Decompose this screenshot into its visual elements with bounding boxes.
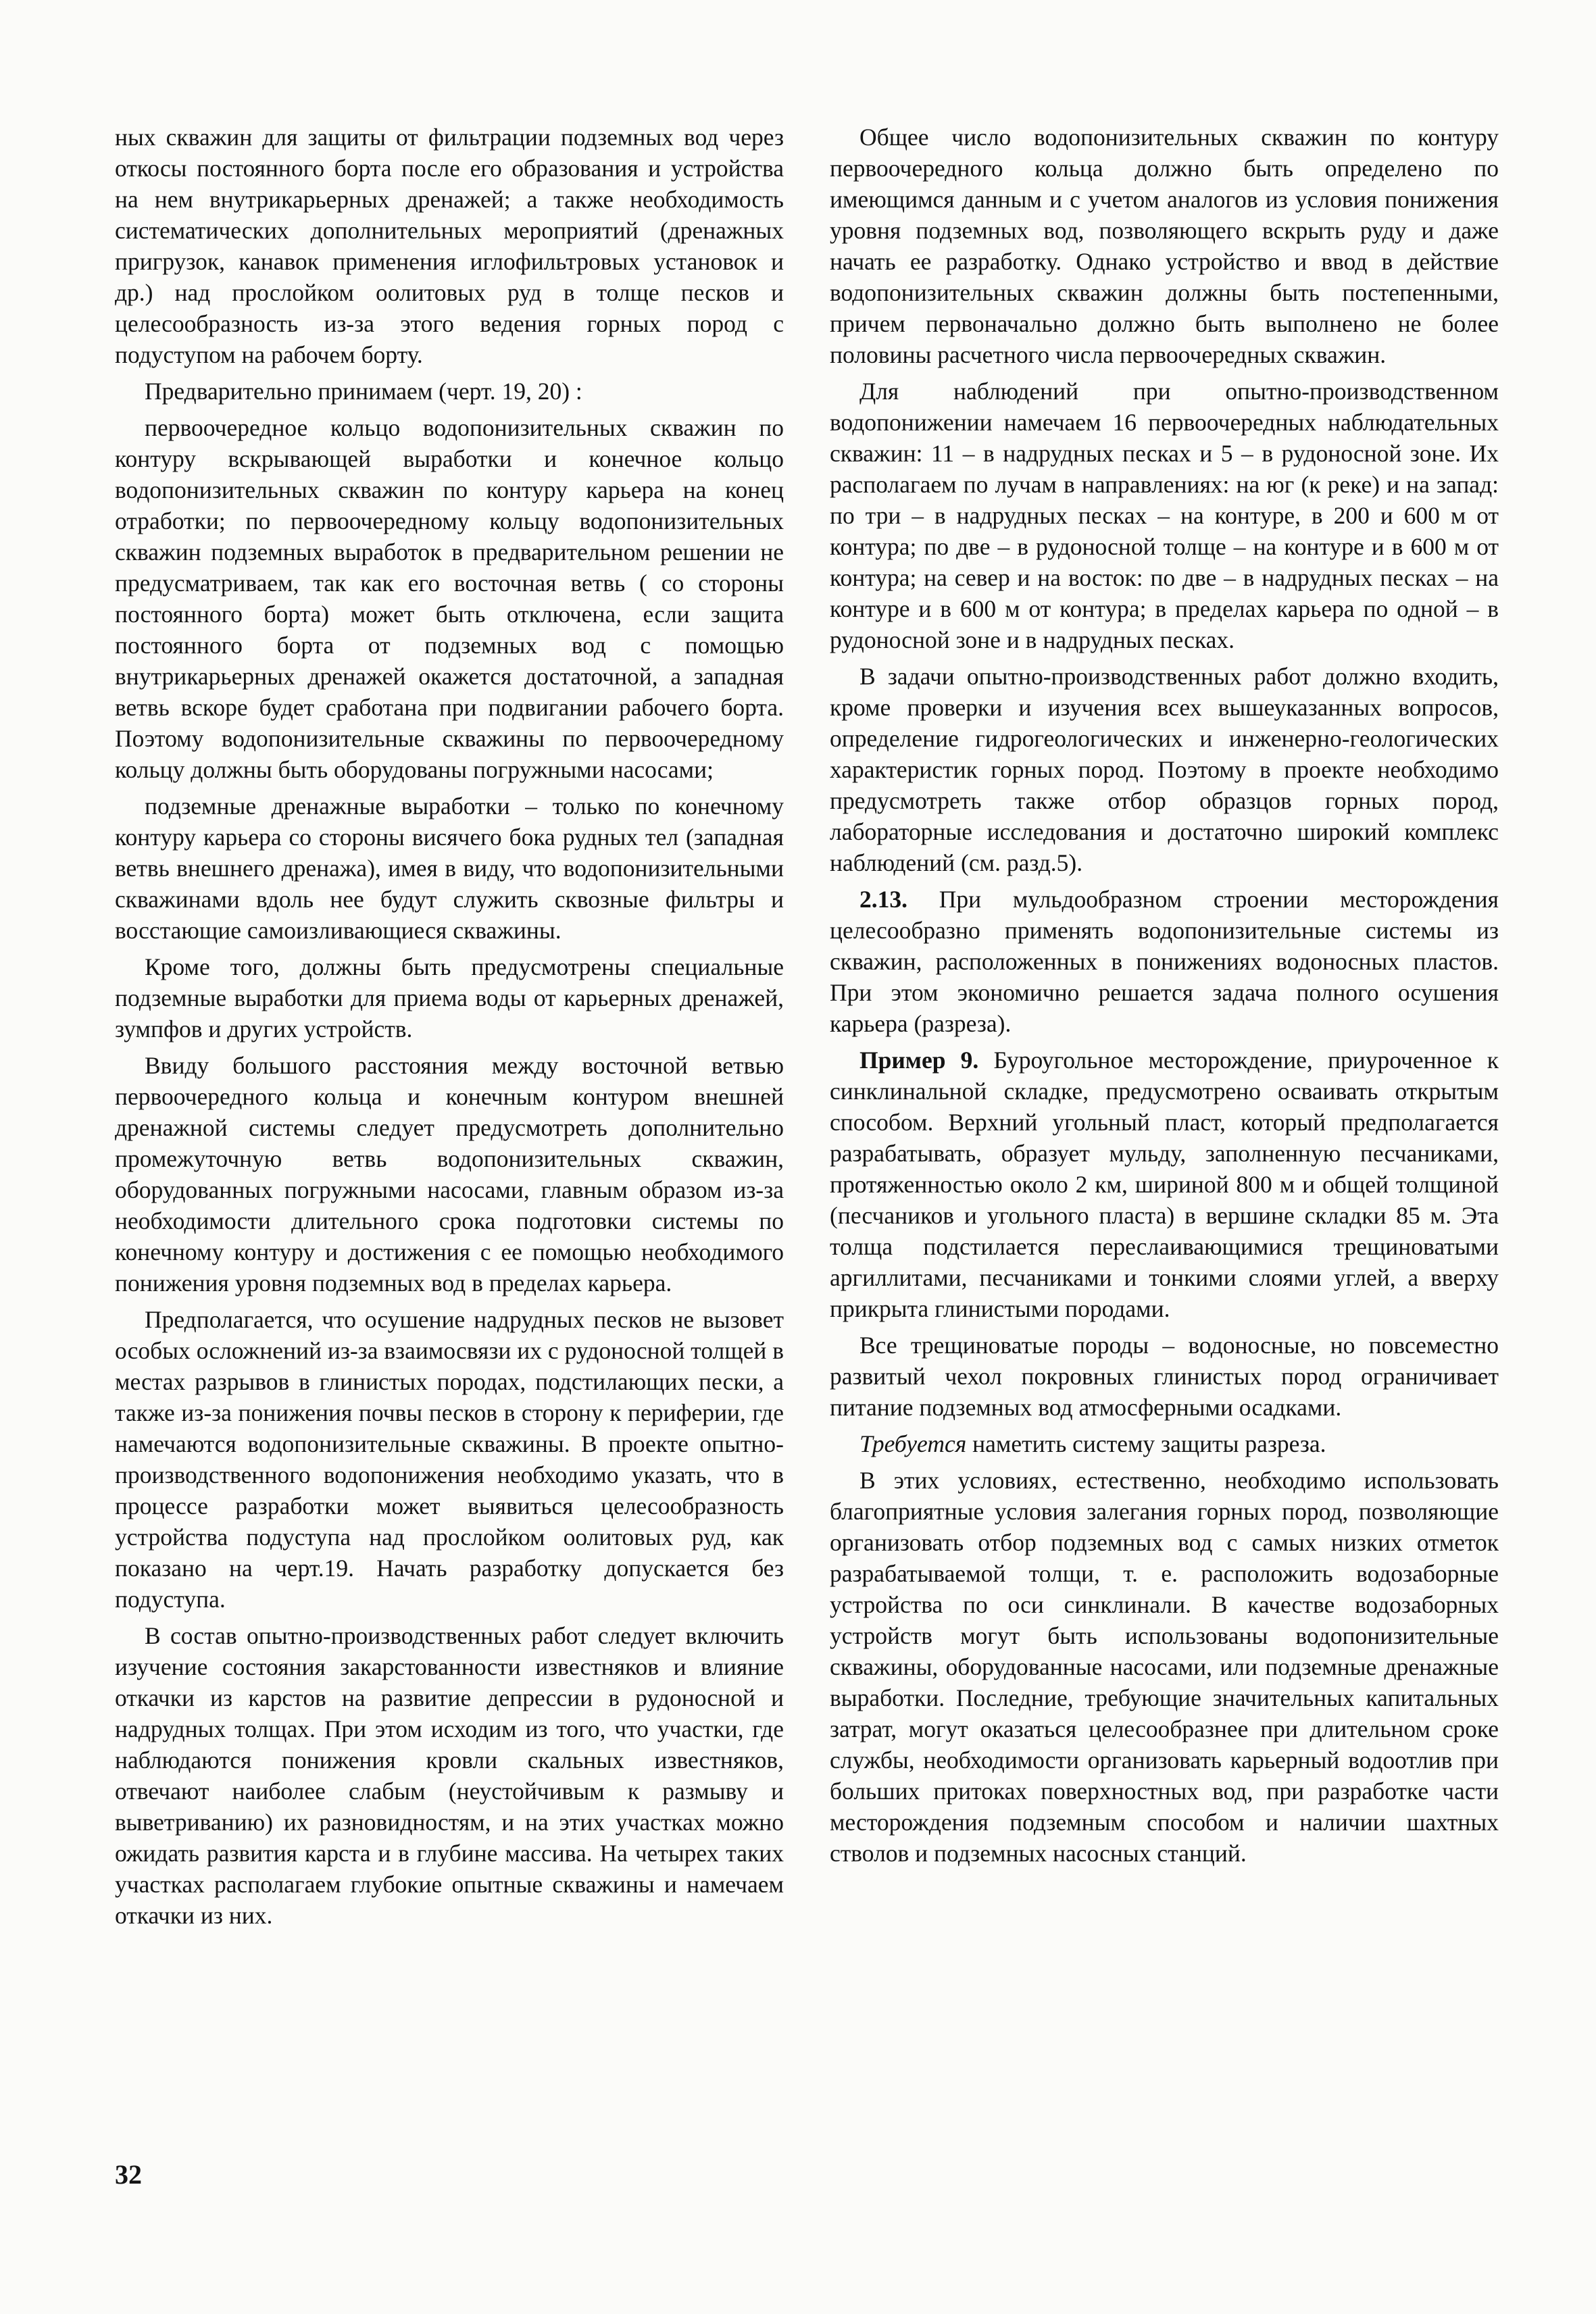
example-paragraph: [830, 1045, 1499, 1324]
paragraph: Для наблюдений при опытно-производственном водопонижении намечаем 16 первоочередных наблюдательных скважин: 11 – в надрудных песках и 5 – в рудоносной зоне. Их располагаем по лучам в направлениях: на юг (к реке) и на запад: по три – в надрудных песках – на контуре, в 200 и 600 м от контура; по две – в рудоносной толще – на контуре и в 600 м от контура; на север и на восток: по две – в надрудных песках – на контуре и в 600 м от контура; в пределах карьера по одной – в рудоносной зоне и в надрудных песках.: [830, 378, 1499, 653]
example-text: Буроугольное месторождение, приуроченное к синклинальной складке, предусмотрено осваивать открытым способом. Верхний угольный пласт, который предполагается разрабатывать, образует мульду, заполненную песчаниками, протяженностью около 2 км, шириной 800 м и общей толщиной (песчаников и угольного пласта) в вершине складки 85 м. Эта толща подстилается переслаивающимися трещиноватыми аргиллитами, песчаниками и тонкими слоями углей, а вверху прикрыта глинистыми породами.: [830, 1047, 1499, 1322]
paragraph: ных скважин для защиты от фильтрации подземных вод через откосы постоянного борта после его образования и устройства на нем внутрикарьерных дренажей; а также необходимость систематических дополнительных мероприятий (дренажных пригрузок, канавок применения иглофильтровых установок и др.) над прослойком оолитовых руд в толще песков и целесообразность из-за этого ведения горных пород с подуступом на рабочем борту.: [115, 124, 784, 368]
paragraph: В состав опытно-производственных работ следует включить изучение состояния закарстованности известняков и влияние откачки из карстов на развитие депрессии в рудоносной и надрудных толщах. При этом исходим из того, что участки, где наблюдаются понижения кровли скальных известняков, отвечают наиболее слабым (неустойчивым к размыву и выветриванию) их разновидностям, и на этих участках можно ожидать развития карста и в глубине массива. На четырех таких участках располагаем глубокие опытные скважины и намечаем откачки из них.: [115, 1622, 784, 1929]
page-number: 32: [115, 2159, 142, 2190]
paragraph: Все трещиноватые породы – водоносные, но повсеместно развитый чехол покровных глинистых пород ограничивает питание подземных вод атмосферными осадками.: [830, 1332, 1499, 1421]
paragraph: В задачи опытно-производственных работ должно входить, кроме проверки и изучения всех вышеуказанных вопросов, определение гидрогеологических и инженерно-геологических характеристик горных пород. Поэтому в проекте необходимо предусмотреть также отбор образцов горных пород, лабораторные исследования и достаточно широкий комплекс наблюдений (см. разд.5).: [830, 663, 1499, 876]
example-heading: Пример 9.: [859, 1047, 979, 1074]
paragraph: Предполагается, что осушение надрудных песков не вызовет особых осложнений из-за взаимосвязи их с рудоносной толщей в местах разрывов в глинистых породах, подстилающих пески, а также из-за понижения почвы песков в сторону к периферии, где намечаются водопонизительные скважины. В проекте опытно-производственного водопонижения необходимо указать, что в процессе разработки может выявиться целесообразность устройства подуступа над прослойком оолитовых руд, как показано на черт.19. Начать разработку допускается без подуступа.: [115, 1306, 784, 1613]
list-paragraph: первоочередное кольцо водопонизительных скважин по контуру вскрывающей выработки и конечное кольцо водопонизительных скважин по контуру карьера на конец отработки; по первоочередному кольцу водопонизительных скважин подземных выработок в предварительном решении не предусматриваем, так как его восточная ветвь ( со стороны постоянного борта) может быть отключена, если защита постоянного борта от подземных вод с помощью внутрикарьерных дренажей окажется достаточной, а западная ветвь вскоре будет сработана при подвигании рабочего борта. Поэтому водопонизительные скважины по первоочередному кольцу должны быть оборудованы погружными насосами;: [115, 414, 784, 783]
section-number: 2.13.: [859, 886, 907, 913]
right-column: [830, 122, 1499, 1874]
paragraph: Общее число водопонизительных скважин по контуру первоочередного кольца должно быть определено по имеющимся данным и с учетом аналогов из условия понижения уровня подземных вод, позволяющего вскрыть руду и даже начать ее разработку. Однако устройство и ввод в действие водопонизительных скважин должны быть постепенными, причем первоначально должно быть выполнено не более половины расчетного числа первоочередных скважин.: [830, 124, 1499, 368]
paragraph: Ввиду большого расстояния между восточной ветвью первоочередного кольца и конечным контуром внешней дренажной системы следует предусмотреть дополнительно промежуточную ветвь водопонизительных скважин, оборудованных погружными насосами, главным образом из-за необходимости длительного срока подготовки системы по конечному контуру и достижения с ее помощью необходимого понижения уровня подземных вод в пределах карьера.: [115, 1052, 784, 1297]
section-paragraph: [830, 884, 1499, 1039]
paragraph: Предварительно принимаем (черт. 19, 20) :: [145, 378, 582, 405]
task-text: наметить систему защиты разреза.: [972, 1430, 1326, 1457]
paragraph: Кроме того, должны быть предусмотрены специальные подземные выработки для приема воды от карьерных дренажей, зумпфов и других устройств.: [115, 953, 784, 1042]
section-text: При мульдообразном строении месторождения целесообразно применять водопонизительные системы из скважин, расположенных в понижениях водоносных пластов. При этом экономично решается задача полного осушения карьера (разреза).: [830, 886, 1499, 1037]
task-paragraph: [830, 1428, 1499, 1459]
paragraph: В этих условиях, естественно, необходимо использовать благоприятные условия залегания горных пород, позволяющие организовать отбор подземных вод с самых низких отметок разрабатываемой толщи, т. е. расположить водозаборные устройства по оси синклинали. В качестве водозаборных устройств могут быть использованы водопонизительные скважины, оборудованные насосами, или подземные дренажные выработки. Последние, требующие значительных капитальных затрат, могут оказаться целесообразнее при длительном сроке службы, необходимости организовать карьерный водоотлив при больших притоках поверхностных вод, при разработке части месторождения подземным способом и наличии шахтных стволов и подземных насосных станций.: [830, 1467, 1499, 1867]
left-column: [115, 122, 784, 1936]
task-lead: Требуется: [859, 1430, 967, 1457]
list-paragraph: подземные дренажные выработки – только по конечному контуру карьера со стороны висячего бока рудных тел (западная ветвь внешнего дренажа), имея в виду, что водопонизительными скважинами вдоль нее будут служить сквозные фильтры и восстающие самоизливающиеся скважины.: [115, 793, 784, 944]
